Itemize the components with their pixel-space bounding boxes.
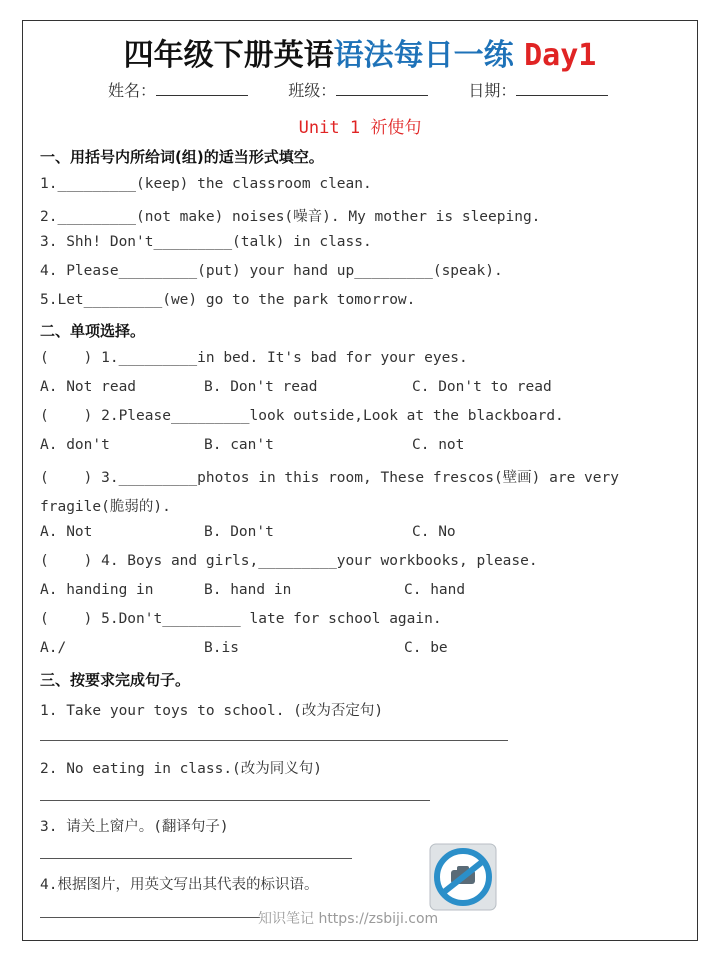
s1-item-5: 5.Let_________(we) go to the park tomorrow. [40,292,416,308]
date-blank[interactable] [516,81,608,96]
s3-answer-line-3[interactable] [40,858,352,859]
title-topic: 语法每日一练 [333,38,514,73]
class-blank[interactable] [336,81,428,96]
watermark: 知识笔记 https://zsbiji.com [258,911,439,927]
q5-stem: ( ) 5.Don't_________ late for school again. [40,611,442,627]
s1-item-4: 4. Please_________(put) your hand up_________(speak). [40,263,503,279]
s3-item-2: 2. No eating in class.(改为同义句) [40,761,323,777]
s3-item-3: 3. 请关上窗户。(翻译句子) [40,819,229,835]
s3-item-4: 4.根据图片，用英文写出其代表的标识语。 [40,877,319,893]
q2-option-c: C. not [412,437,465,453]
s1-item-3: 3. Shh! Don't_________(talk) in class. [40,234,372,250]
unit-heading: Unit 1 祈使句 [298,118,422,138]
page-title [0,30,720,74]
q1-option-b: B. Don't read [204,379,318,395]
q3-stem: ( ) 3._________photos in this room, These frescos(壁画) are very [40,470,619,486]
q5-option-b: B.is [204,640,239,656]
q2-option-a: A. don't [40,437,110,453]
s3-item-1: 1. Take your toys to school. (改为否定句) [40,703,384,719]
section3-heading: 三、按要求完成句子。 [40,671,191,689]
q1-option-a: A. Not read [40,379,137,395]
class-label: 班级： [288,81,337,100]
q4-stem: ( ) 4. Boys and girls,_________your workbooks, please. [40,553,538,569]
name-blank[interactable] [156,81,248,96]
q3-option-c: C. No [412,524,456,540]
q3-option-a: A. Not [40,524,93,540]
q3-stem-cont: fragile(脆弱的). [40,499,171,515]
title-grade: 四年级下册英语 [123,38,334,73]
no-phone-sign-icon [428,842,498,912]
name-label: 姓名： [108,81,157,100]
date-label: 日期： [468,81,517,100]
q2-option-b: B. can't [204,437,274,453]
q5-option-c: C. be [404,640,448,656]
q5-option-a: A./ [40,640,67,656]
q4-option-a: A. handing in [40,582,154,598]
student-info-row [108,78,608,101]
s1-item-1: 1._________(keep) the classroom clean. [40,176,372,192]
s3-answer-line-2[interactable] [40,800,430,801]
q4-option-b: B. hand in [204,582,292,598]
s1-item-2: 2._________(not make) noises(噪音). My mother is sleeping. [40,209,541,225]
section1-heading: 一、用括号内所给词(组)的适当形式填空。 [40,148,324,166]
q1-option-c: C. Don't to read [412,379,552,395]
q1-stem: ( ) 1._________in bed. It's bad for your eyes. [40,350,468,366]
s3-answer-line-4[interactable] [40,917,260,918]
q2-stem: ( ) 2.Please_________look outside,Look at the blackboard. [40,408,564,424]
title-day: Day1 [524,38,597,73]
q4-option-c: C. hand [404,582,466,598]
q3-option-b: B. Don't [204,524,274,540]
section2-heading: 二、单项选择。 [40,322,146,340]
s3-answer-line-1[interactable] [40,740,508,741]
